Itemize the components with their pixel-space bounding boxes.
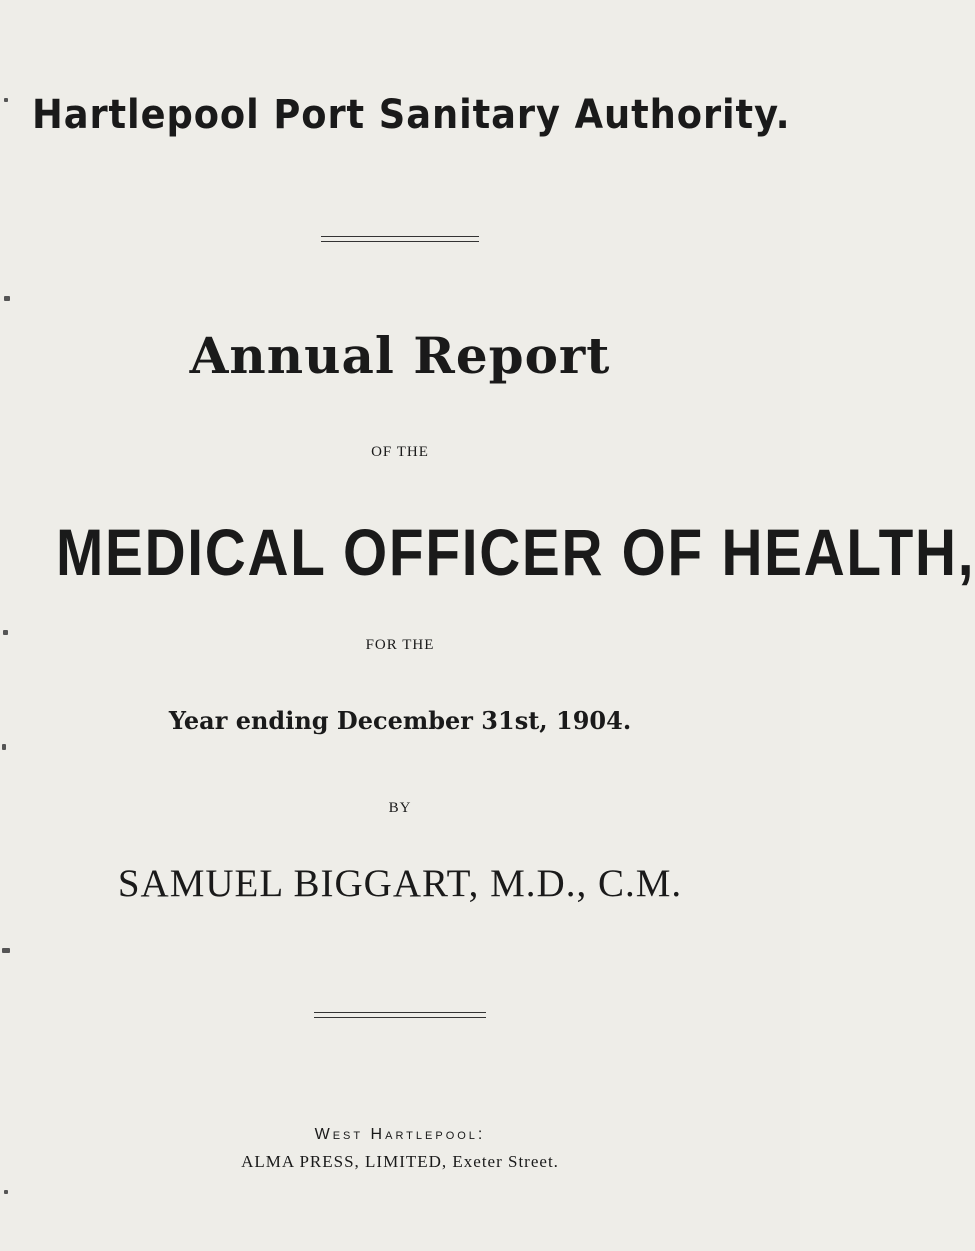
author-name: SAMUEL BIGGART, M.D., C.M. bbox=[117, 862, 683, 905]
publisher: ALMA PRESS, LIMITED, Exeter Street. bbox=[241, 1152, 559, 1171]
officer-title: MEDICAL OFFICER OF HEALTH, bbox=[56, 515, 975, 589]
scan-speck bbox=[4, 1190, 8, 1194]
scan-speck bbox=[2, 744, 6, 750]
report-title: Annual Report bbox=[189, 326, 611, 385]
scan-speck bbox=[2, 948, 10, 953]
scan-speck bbox=[3, 630, 8, 635]
double-rule-bottom bbox=[314, 1012, 486, 1018]
scan-speck bbox=[4, 98, 8, 102]
report-period: Year ending December 31st, 1904. bbox=[168, 706, 632, 735]
double-rule-top bbox=[321, 236, 479, 242]
for-the-text: FOR THE bbox=[365, 637, 435, 653]
scan-speck bbox=[4, 296, 10, 301]
by-text: BY bbox=[388, 800, 412, 816]
authority-heading: Hartlepool Port Sanitary Authority. bbox=[32, 92, 791, 138]
of-the-text: OF THE bbox=[371, 444, 429, 460]
publication-place: West Hartlepool: bbox=[314, 1126, 486, 1143]
